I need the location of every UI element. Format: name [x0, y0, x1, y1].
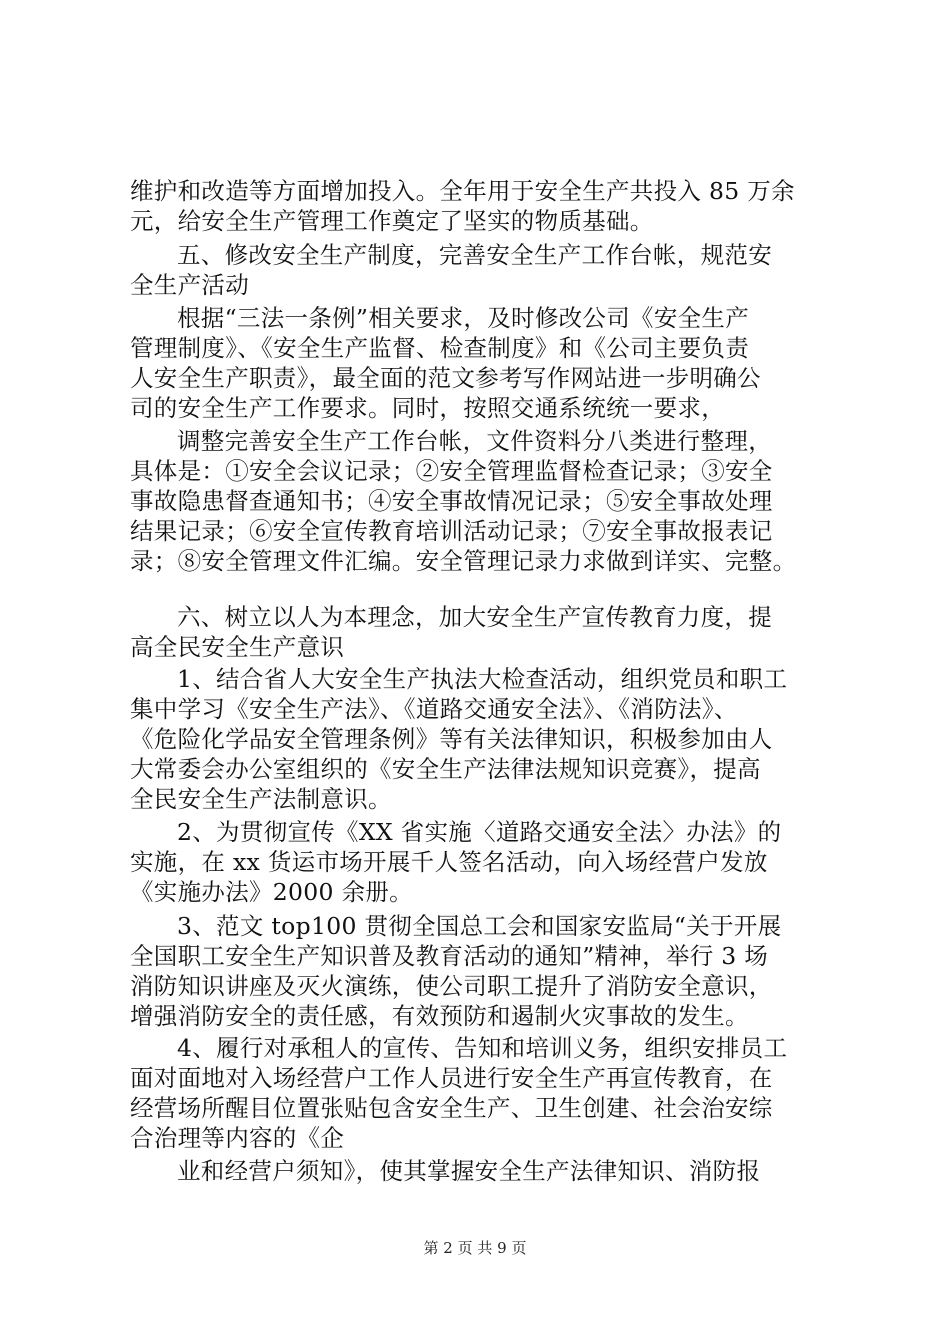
text-line: 结果记录；⑥安全宣传教育培训活动记录；⑦安全事故报表记: [130, 517, 773, 545]
text-line: 1、结合省人大安全生产执法大检查活动，组织党员和职工: [177, 665, 788, 693]
text-line: 《实施办法》2000 余册。: [130, 878, 413, 906]
text-line: 全国职工安全生产知识普及教育活动的通知”精神，举行 3 场: [130, 942, 769, 970]
text-line: 实施，在 xx 货运市场开展千人签名活动，向入场经营户发放: [130, 848, 768, 876]
text-line: 大常委会办公室组织的《安全生产法律法规知识竞赛》，提高: [130, 755, 761, 783]
text-line: 根据“三法一条例”相关要求，及时修改公司《安全生产: [177, 304, 750, 332]
text-line: 元，给安全生产管理工作奠定了坚实的物质基础。: [130, 207, 654, 235]
text-line: 维护和改造等方面增加投入。全年用于安全生产共投入 85 万余: [130, 177, 795, 205]
text-line: 管理制度》、《安全生产监督、检查制度》和《公司主要负责: [130, 334, 750, 362]
text-line: 全民安全生产法制意识。: [130, 785, 392, 813]
text-line: 消防知识讲座及灭火演练，使公司职工提升了消防安全意识，: [130, 972, 773, 1000]
text-line: 具体是：①安全会议记录；②安全管理监督检查记录；③安全: [130, 457, 773, 485]
text-line: 增强消防安全的责任感，有效预防和遏制火灾事故的发生。: [130, 1002, 749, 1030]
text-line: 录；⑧安全管理文件汇编。安全管理记录力求做到详实、完整。: [130, 547, 797, 575]
text-line: 4、履行对承租人的宣传、告知和培训义务，组织安排员工: [177, 1034, 788, 1062]
text-line: 3、范文 top100 贯彻全国总工会和国家安监局“关于开展: [177, 912, 782, 940]
text-line: 人安全生产职责》，最全面的范文参考写作网站进一步明确公: [130, 364, 761, 392]
text-line: 事故隐患督查通知书；④安全事故情况记录；⑤安全事故处理: [130, 487, 773, 515]
text-line: 集中学习《安全生产法》、《道路交通安全法》、《消防法》、: [130, 695, 738, 723]
text-line: 《危险化学品安全管理条例》等有关法律知识，积极参加由人: [130, 725, 773, 753]
page-footer: 第 2 页 共 9 页: [423, 1239, 527, 1257]
text-line: 调整完善安全生产工作台帐，文件资料分八类进行整理，: [177, 427, 772, 455]
text-line: 司的安全生产工作要求。同时，按照交通系统统一要求，: [130, 394, 725, 422]
text-line: 2、为贯彻宣传《XX 省实施〈道路交通安全法〉办法》的: [177, 818, 782, 846]
text-line: 合治理等内容的《企: [130, 1124, 345, 1152]
section-heading: 六、树立以人为本理念，加大安全生产宣传教育力度，提: [177, 603, 772, 631]
text-line: 经营场所醒目位置张贴包含安全生产、卫生创建、社会治安综: [130, 1094, 773, 1122]
section-heading: 全生产活动: [130, 271, 249, 299]
section-heading: 高全民安全生产意识: [130, 633, 345, 661]
section-heading: 五、修改安全生产制度，完善安全生产工作台帐，规范安: [177, 241, 772, 269]
text-line: 业和经营户须知》，使其掌握安全生产法律知识、消防报: [177, 1157, 761, 1185]
text-line: 面对面地对入场经营户工作人员进行安全生产再宣传教育，在: [130, 1064, 773, 1092]
